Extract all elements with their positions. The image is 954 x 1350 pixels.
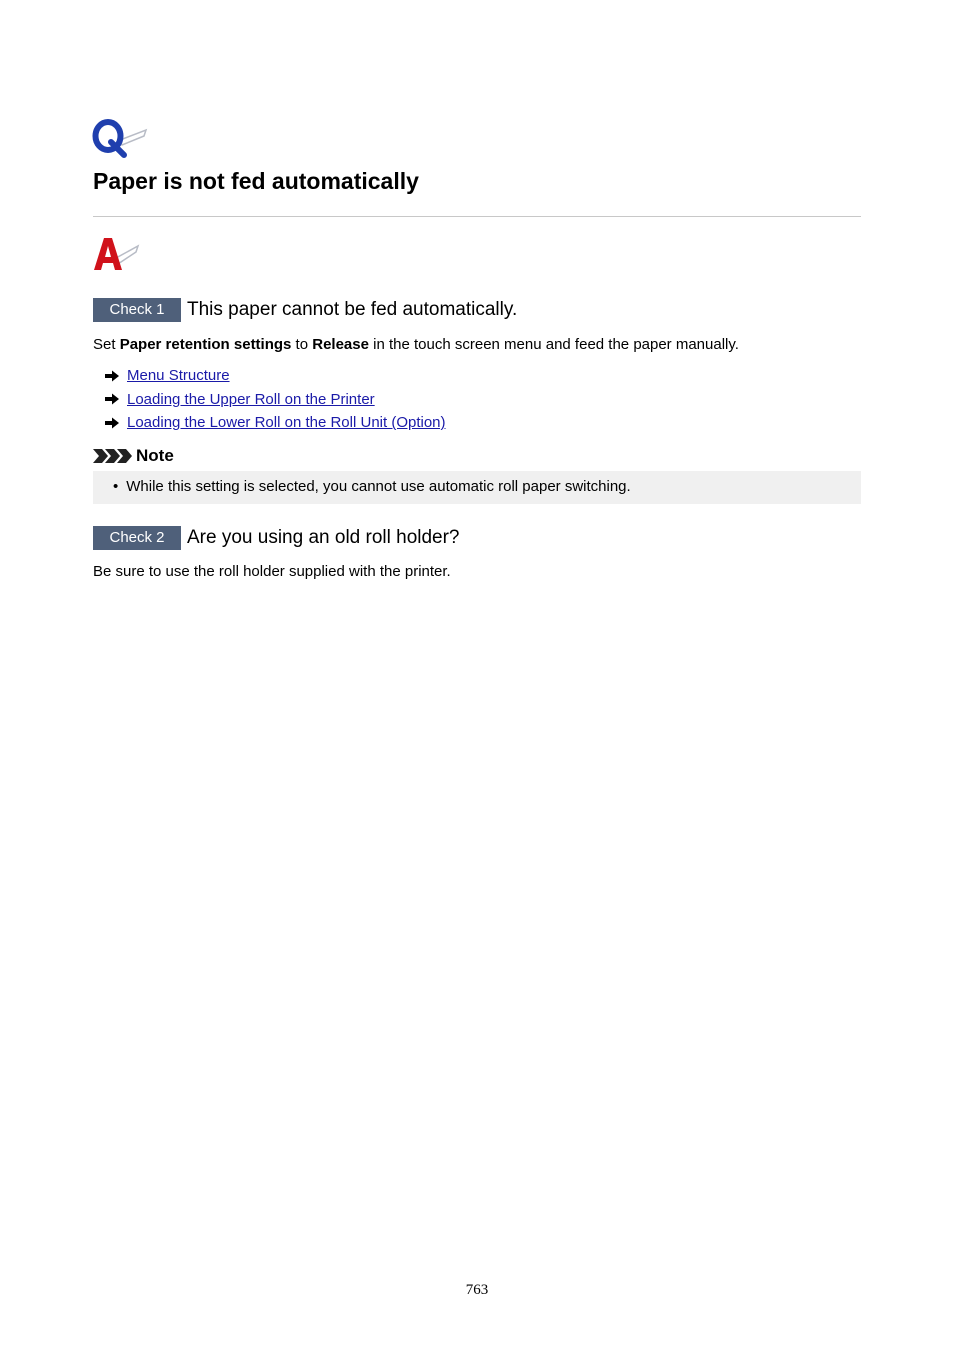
q-icon xyxy=(92,118,148,158)
note-heading xyxy=(93,445,174,467)
page-number: 763 xyxy=(465,1282,489,1298)
note-chevrons-icon xyxy=(93,447,133,465)
page-title: Paper is not fed automatically xyxy=(93,168,419,194)
note-label: Note xyxy=(136,446,174,465)
arrow-right-icon xyxy=(104,417,120,429)
link-menu-structure[interactable]: Menu Structure xyxy=(127,367,230,385)
arrow-right-icon xyxy=(104,370,120,382)
divider xyxy=(93,216,861,217)
list-item xyxy=(104,364,446,388)
setting-name: Paper retention settings xyxy=(119,336,292,353)
check-2-badge: Check 2 xyxy=(93,526,181,550)
check-1-badge: Check 1 xyxy=(93,298,181,322)
setting-value: Release xyxy=(312,336,369,353)
note-box xyxy=(93,471,861,504)
related-links xyxy=(104,364,446,435)
a-icon xyxy=(92,236,142,272)
check-2-instruction: Be sure to use the roll holder supplied with the printer. xyxy=(93,563,451,580)
check-1-instruction: Set Paper retention settings to Release in the touch screen menu and feed the paper manually. xyxy=(93,336,739,353)
list-item xyxy=(104,388,446,412)
note-text: While this setting is selected, you cannot use automatic roll paper switching. xyxy=(126,478,631,495)
link-loading-upper-roll[interactable]: Loading the Upper Roll on the Printer xyxy=(127,390,375,408)
list-item xyxy=(104,411,446,435)
check-2-title: Are you using an old roll holder? xyxy=(187,527,460,548)
check-2-heading xyxy=(93,526,460,550)
link-loading-lower-roll[interactable]: Loading the Lower Roll on the Roll Unit (Option) xyxy=(127,414,446,432)
arrow-right-icon xyxy=(104,393,120,405)
check-1-title: This paper cannot be fed automatically. xyxy=(187,299,518,320)
check-1-heading xyxy=(93,298,517,322)
bullet: • xyxy=(113,478,119,495)
